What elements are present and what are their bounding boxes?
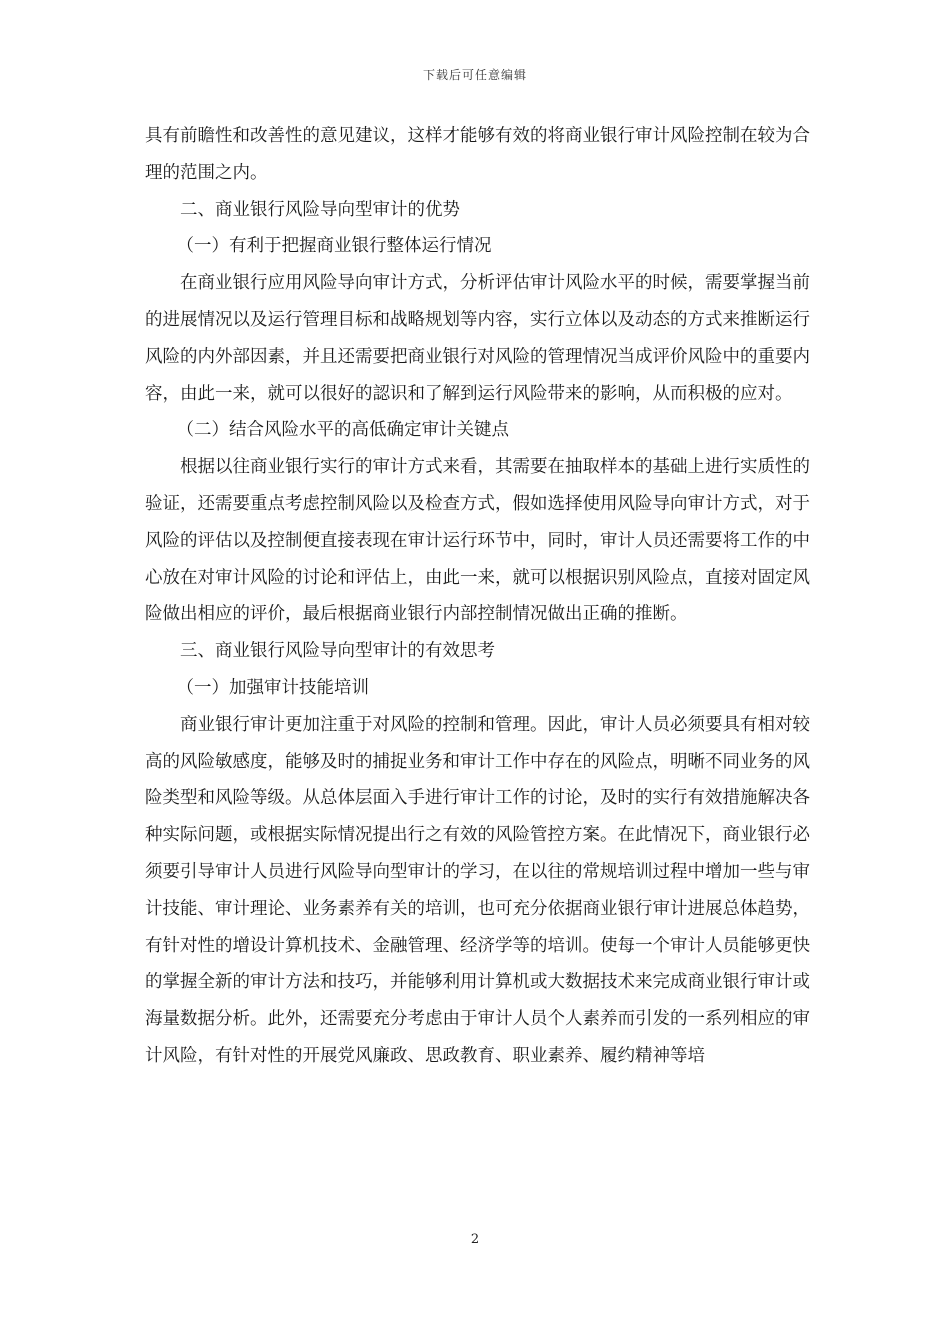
page-number: 2 <box>470 1232 480 1247</box>
subsection-heading-1: （一）有利于把握商业银行整体运行情况 <box>176 236 492 257</box>
document-body <box>145 118 810 1075</box>
paragraph-body: 在商业银行应用风险导向审计方式，分析评估审计风险水平的时候，需要掌握当前的进展情况以及运行管理目标和战略规划等内容，实行立体以及动态的方式来推断运行风险的内外部因素，并且还需要把商业银行对风险的管理情况当成评价风险中的重要内容，由此一来，就可以很好的認识和了解到运行风险带来的影响，从而积极的应对。 <box>145 273 810 404</box>
paragraph-body: 根据以往商业银行实行的审计方式来看，其需要在抽取样本的基础上进行实质性的验证，还需要重点考虑控制风险以及检查方式，假如选择使用风险导向审计方式，对于风险的评估以及控制便直接表现在审计运行环节中，同时，审计人员还需要将工作的中心放在对审计风险的讨论和评估上，由此一来，就可以根据识别风险点，直接对固定风险做出相应的评价，最后根据商业银行内部控制情况做出正确的推断。 <box>145 457 810 625</box>
section-heading-advantages: 二、商业银行风险导向型审计的优势 <box>180 199 460 220</box>
paragraph-continuation: 具有前瞻性和改善性的意见建议，这样才能够有效的将商业银行审计风险控制在较为合理的范围之内。 <box>145 126 810 183</box>
page-header: 下载后可任意编辑 <box>422 68 527 82</box>
subsection-heading-3: （一）加强审计技能培训 <box>176 677 369 698</box>
section-heading-thoughts: 三、商业银行风险导向型审计的有效思考 <box>180 641 495 662</box>
subsection-heading-2: （二）结合风险水平的高低确定审计关键点 <box>176 420 509 441</box>
paragraph-body: 商业银行审计更加注重于对风险的控制和管理。因此，审计人员必须要具有相对较高的风险敏感度，能够及时的捕捉业务和审计工作中存在的风险点，明晰不同业务的风险类型和风险等级。从总体层面入手进行审计工作的讨论，及时的实行有效措施解决各种实际问题，或根据实际情况提出行之有效的风险管控方案。在此情况下，商业银行必须要引导审计人员进行风险导向型审计的学习，在以往的常规培训过程中增加一些与审计技能、审计理论、业务素养有关的培训，也可充分依据商业银行审计进展总体趋势，有针对性的增设计算机技术、金融管理、经济学等的培训。使每一个审计人员能够更快的掌握全新的审计方法和技巧，并能够利用计算机或大数据技术来完成商业银行审计或海量数据分析。此外，还需要充分考虑由于审计人员个人素养而引发的一系列相应的审计风险，有针对性的开展党风廉政、思政教育、职业素养、履约精神等培 <box>145 714 810 1066</box>
